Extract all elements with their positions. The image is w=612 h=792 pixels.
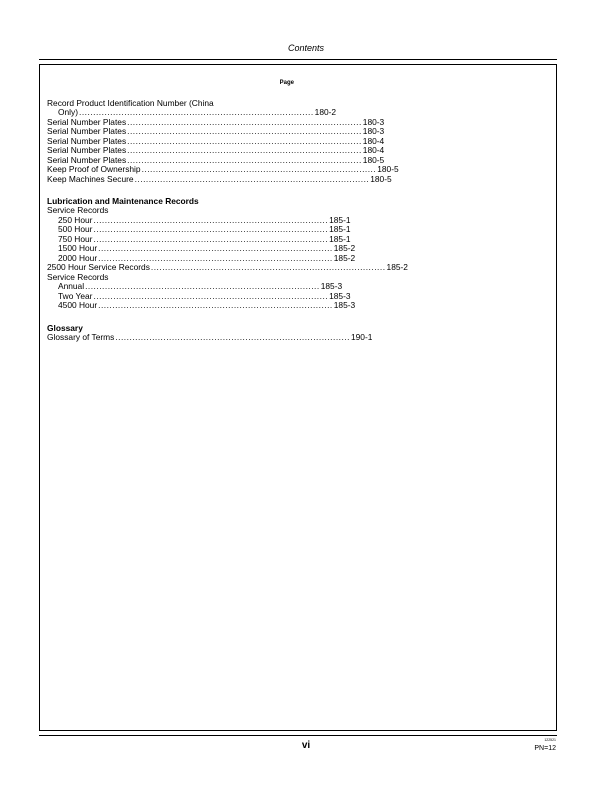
dot-leader: ...................................................................................: [85, 281, 320, 292]
toc-entry-page: 180-4: [362, 135, 385, 146]
footer-code: 122521: [544, 738, 556, 742]
toc-entry-page: 180-5: [362, 154, 385, 165]
toc-entry[interactable]: [47, 332, 373, 343]
toc-group-label: Service Records: [47, 271, 109, 282]
toc-entry-page: 185-1: [329, 214, 351, 225]
section-heading: Glossary: [47, 323, 83, 333]
dot-leader: ...................................................................................: [127, 154, 362, 165]
header-divider: [39, 59, 557, 60]
toc-entry-title: 750 Hour: [58, 233, 93, 244]
page-number: vi: [301, 740, 311, 751]
dot-leader: ...................................................................................: [127, 135, 362, 146]
dot-leader: ...................................................................................: [93, 233, 329, 244]
dot-leader: ...................................................................................: [93, 214, 329, 225]
toc-entry-page: 185-2: [333, 252, 356, 263]
toc-entry-title: Only): [58, 107, 79, 118]
toc-entry-page: 185-2: [386, 262, 408, 273]
toc-entry-title: Annual: [58, 281, 85, 292]
toc-entry-page: 180-3: [362, 116, 385, 127]
toc-entry-title: Keep Proof of Ownership: [47, 164, 141, 175]
toc-entry-title: Glossary of Terms: [47, 332, 115, 343]
dot-leader: ...................................................................................: [98, 299, 333, 310]
toc-entry[interactable]: [47, 299, 356, 310]
toc-entry-title: 250 Hour: [58, 214, 93, 225]
dot-leader: ...................................................................................: [141, 164, 377, 175]
dot-leader: ...................................................................................: [150, 262, 386, 273]
toc-entry[interactable]: [47, 173, 392, 184]
dot-leader: ...................................................................................: [93, 224, 329, 235]
dot-leader: ...................................................................................: [127, 145, 362, 156]
toc-entry-title: Two Year: [58, 290, 93, 301]
toc-entry-title: Serial Number Plates: [47, 116, 127, 127]
toc-entry-title: 500 Hour: [58, 224, 93, 235]
dot-leader: ...................................................................................: [134, 173, 370, 184]
toc-entry-page: 190-1: [350, 332, 373, 343]
toc-entry-title: Serial Number Plates: [47, 145, 127, 156]
toc-entry-page: 185-1: [329, 224, 351, 235]
toc-entry-title-line[interactable]: Record Product Identification Number (China: [47, 98, 214, 108]
footer-pn: PN=12: [534, 745, 556, 752]
dot-leader: ...................................................................................: [127, 116, 362, 127]
dot-leader: ...................................................................................: [115, 332, 350, 343]
toc-entry-page: 185-2: [333, 243, 356, 254]
dot-leader: ...................................................................................: [98, 252, 333, 263]
page-header-title: Contents: [287, 43, 325, 53]
toc-entry-title: Keep Machines Secure: [47, 173, 134, 184]
toc-entry-title: Serial Number Plates: [47, 135, 127, 146]
toc-entry-title: 4500 Hour: [58, 299, 98, 310]
toc-entry-title: 1500 Hour: [58, 243, 98, 254]
toc-entry-page: 185-3: [333, 299, 356, 310]
toc-section-2: [47, 196, 408, 310]
toc-section-3: [47, 323, 373, 343]
toc-entry-page: 185-3: [320, 281, 343, 292]
toc-entry-page: 180-3: [362, 126, 385, 137]
toc-entry-page: 180-4: [362, 145, 385, 156]
toc-section-1: [47, 98, 399, 184]
toc-group-label: Service Records: [47, 205, 109, 216]
toc-entry-page: 180-5: [370, 173, 392, 184]
page-column-label: Page: [279, 80, 294, 86]
toc-entry-title: Serial Number Plates: [47, 126, 127, 137]
dot-leader: ...................................................................................: [93, 290, 329, 301]
footer-divider: [39, 735, 557, 736]
toc-entry-page: 185-3: [329, 290, 351, 301]
toc-entry-title: 2000 Hour: [58, 252, 98, 263]
section-heading: Lubrication and Maintenance Records: [47, 196, 199, 206]
dot-leader: ...................................................................................: [79, 107, 314, 118]
toc-entry-page: 180-5: [377, 164, 399, 175]
dot-leader: ...................................................................................: [98, 243, 333, 254]
toc-entry-title: 2500 Hour Service Records: [47, 262, 150, 273]
toc-entry-page: 180-2: [314, 107, 337, 118]
toc-entry-title: Serial Number Plates: [47, 154, 127, 165]
dot-leader: ...................................................................................: [127, 126, 362, 137]
toc-entry-page: 185-1: [329, 233, 351, 244]
